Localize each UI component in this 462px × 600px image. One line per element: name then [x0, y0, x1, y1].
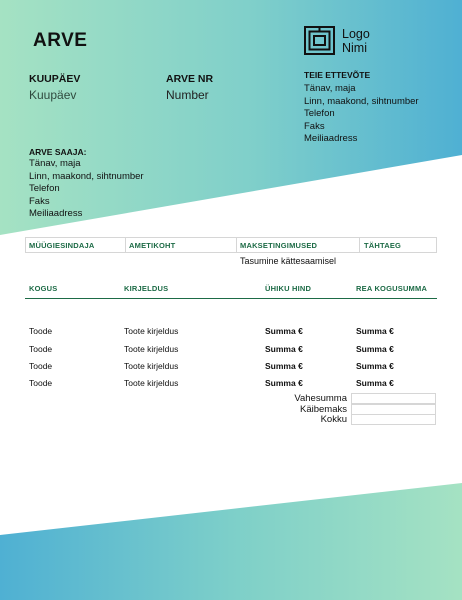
company-phone: Telefon [304, 108, 335, 119]
item-qty[interactable]: Toode [29, 378, 53, 388]
recipient-fax: Faks [29, 195, 50, 207]
date-label: KUUPÄEV [29, 73, 81, 85]
terms-header-payment: MAKSETINGIMUSED [240, 241, 318, 250]
logo-text [342, 27, 370, 55]
recipient-phone: Telefon [29, 183, 60, 194]
item-qty[interactable]: Toode [29, 326, 53, 336]
item-line-total: Summa € [356, 361, 394, 371]
company-fax: Faks [304, 120, 325, 132]
items-header-rule [25, 298, 437, 299]
item-unit-price[interactable]: Summa € [265, 361, 303, 371]
total-field[interactable] [351, 414, 436, 425]
item-qty[interactable]: Toode [29, 344, 53, 354]
item-line-total: Summa € [356, 326, 394, 336]
logo-icon [304, 26, 335, 55]
logo-line-2: Nimi [342, 41, 367, 55]
items-header-unit-price: ÜHIKU HIND [265, 284, 312, 293]
date-value[interactable]: Kuupäev [29, 88, 77, 102]
payment-terms-value[interactable]: Tasumine kättesaamisel [240, 256, 337, 266]
terms-header-position: AMETIKOHT [129, 241, 176, 250]
subtotal-label: Vahesumma [294, 393, 347, 404]
item-unit-price[interactable]: Summa € [265, 344, 303, 354]
item-qty[interactable]: Toode [29, 361, 53, 371]
recipient-email: Meiliaadress [29, 208, 83, 219]
total-label: Kokku [320, 414, 347, 425]
company-city: Linn, maakond, sihtnumber [304, 95, 419, 107]
recipient-city: Linn, maakond, sihtnumber [29, 170, 144, 182]
company-heading: TEIE ETTEVÕTE [304, 70, 371, 80]
logo-line-1: Logo [342, 27, 370, 41]
item-line-total: Summa € [356, 344, 394, 354]
bottom-gradient-band [0, 483, 462, 600]
invoice-number-value[interactable]: Number [166, 88, 209, 102]
item-description[interactable]: Toote kirjeldus [124, 361, 179, 371]
item-description[interactable]: Toote kirjeldus [124, 326, 179, 336]
subtotal-field[interactable] [351, 393, 436, 404]
items-header-line-total: REA KOGUSUMMA [356, 284, 428, 293]
item-description[interactable]: Toote kirjeldus [124, 344, 179, 354]
item-unit-price[interactable]: Summa € [265, 378, 303, 388]
terms-header-due: TÄHTAEG [364, 241, 402, 250]
invoice-title: ARVE [33, 30, 88, 51]
recipient-heading: ARVE SAAJA: [29, 147, 87, 157]
tax-label: Käibemaks [300, 404, 347, 415]
item-line-total: Summa € [356, 378, 394, 388]
items-header-description: KIRJELDUS [124, 284, 169, 293]
terms-header-salesperson: MÜÜGIESINDAJA [29, 241, 95, 250]
item-description[interactable]: Toote kirjeldus [124, 378, 179, 388]
invoice-number-label: ARVE NR [166, 73, 214, 85]
recipient-block [29, 147, 144, 221]
item-unit-price[interactable]: Summa € [265, 326, 303, 336]
company-email: Meiliaadress [304, 133, 358, 144]
company-street: Tänav, maja [304, 83, 356, 94]
items-header-qty: KOGUS [29, 284, 58, 293]
recipient-street: Tänav, maja [29, 158, 81, 169]
company-block [304, 70, 419, 146]
